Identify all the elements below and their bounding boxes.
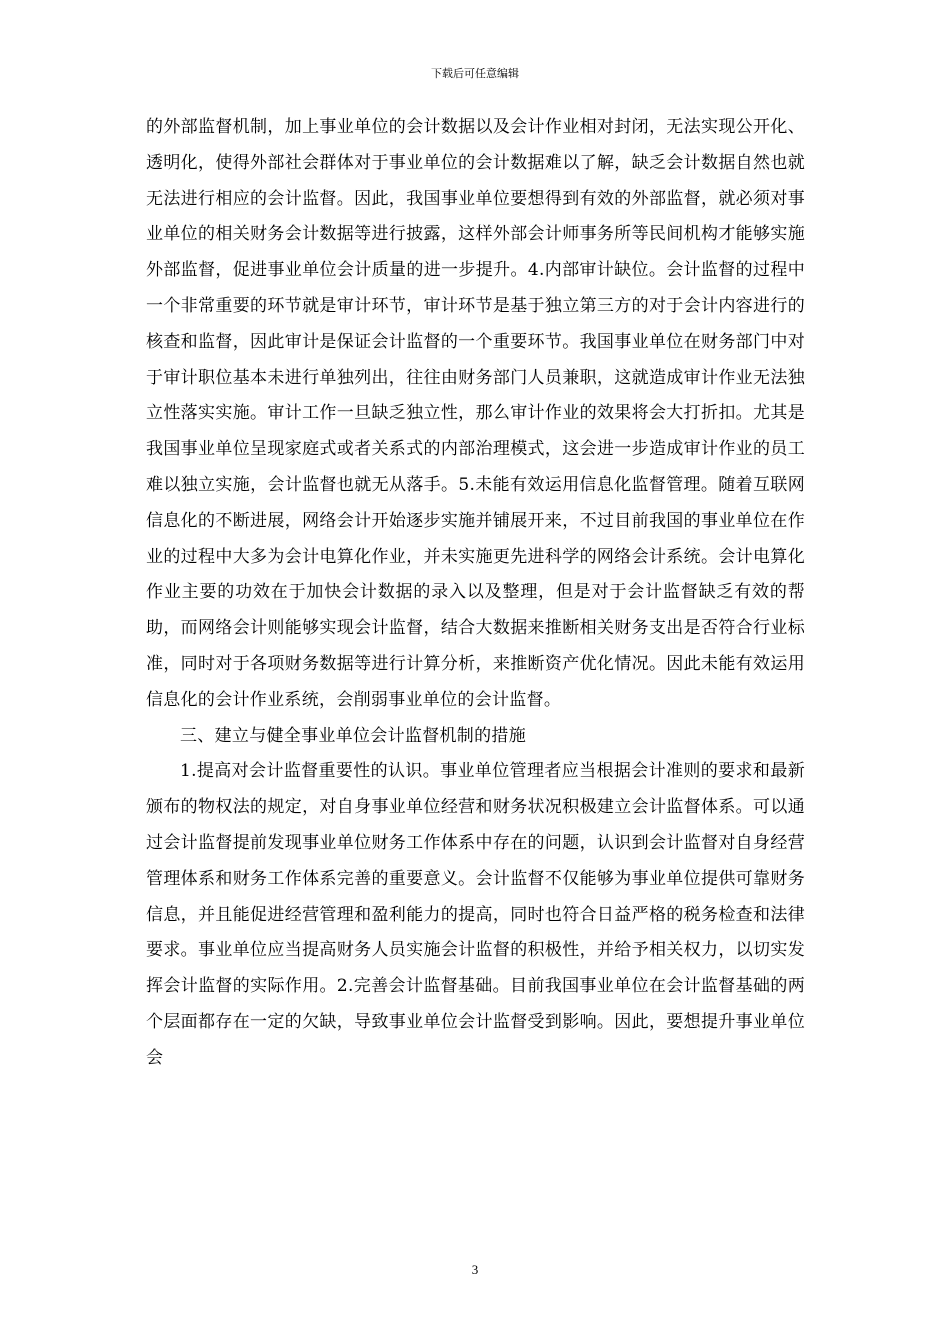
page-header: 下载后可任意编辑 [431,67,519,80]
document-body [146,110,805,1077]
section-heading: 三、建立与健全事业单位会计监督机制的措施 [180,725,526,746]
paragraph-continuation: 的外部监督机制，加上事业单位的会计数据以及会计作业相对封闭，无法实现公开化、透明化，使得外部社会群体对于事业单位的会计数据难以了解，缺乏会计数据自然也就无法进行相应的会计监督。因此，我国事业单位要想得到有效的外部监督，就必须对事业单位的相关财务会计数据等进行披露，这样外部会计师事务所等民间机构才能够实施外部监督，促进事业单位会计质量的进一步提升。4.内部审计缺位。会计监督的过程中一个非常重要的环节就是审计环节，审计环节是基于独立第三方的对于会计内容进行的核查和监督，因此审计是保证会计监督的一个重要环节。我国事业单位在财务部门中对于审计职位基本未进行单独列出，往往由财务部门人员兼职，这就造成审计作业无法独立性落实实施。审计工作一旦缺乏独立性，那么审计作业的效果将会大打折扣。尤其是我国事业单位呈现家庭式或者关系式的内部治理模式，这会进一步造成审计作业的员工难以独立实施，会计监督也就无从落手。5.未能有效运用信息化监督管理。随着互联网信息化的不断进展，网络会计开始逐步实施并铺展开来，不过目前我国的事业单位在作业的过程中大多为会计电算化作业，并未实施更先进科学的网络会计系统。会计电算化作业主要的功效在于加快会计数据的录入以及整理，但是对于会计监督缺乏有效的帮助，而网络会计则能够实现会计监督，结合大数据来推断相关财务支出是否符合行业标准，同时对于各项财务数据等进行计算分析，来推断资产优化情况。因此未能有效运用信息化的会计作业系统，会削弱事业单位的会计监督。 [146,117,805,710]
page-number: 3 [471,1262,479,1277]
paragraph: 1.提高对会计监督重要性的认识。事业单位管理者应当根据会计准则的要求和最新颁布的物权法的规定，对自身事业单位经营和财务状况积极建立会计监督体系。可以通过会计监督提前发现事业单位财务工作体系中存在的问题，认识到会计监督对自身经营管理体系和财务工作体系完善的重要意义。会计监督不仅能够为事业单位提供可靠财务信息，并且能促进经营管理和盈利能力的提高，同时也符合日益严格的税务检查和法律要求。事业单位应当提高财务人员实施会计监督的积极性，并给予相关权力，以切实发挥会计监督的实际作用。2.完善会计监督基础。目前我国事业单位在会计监督基础的两个层面都存在一定的欠缺，导致事业单位会计监督受到影响。因此，要想提升事业单位会 [146,761,805,1068]
